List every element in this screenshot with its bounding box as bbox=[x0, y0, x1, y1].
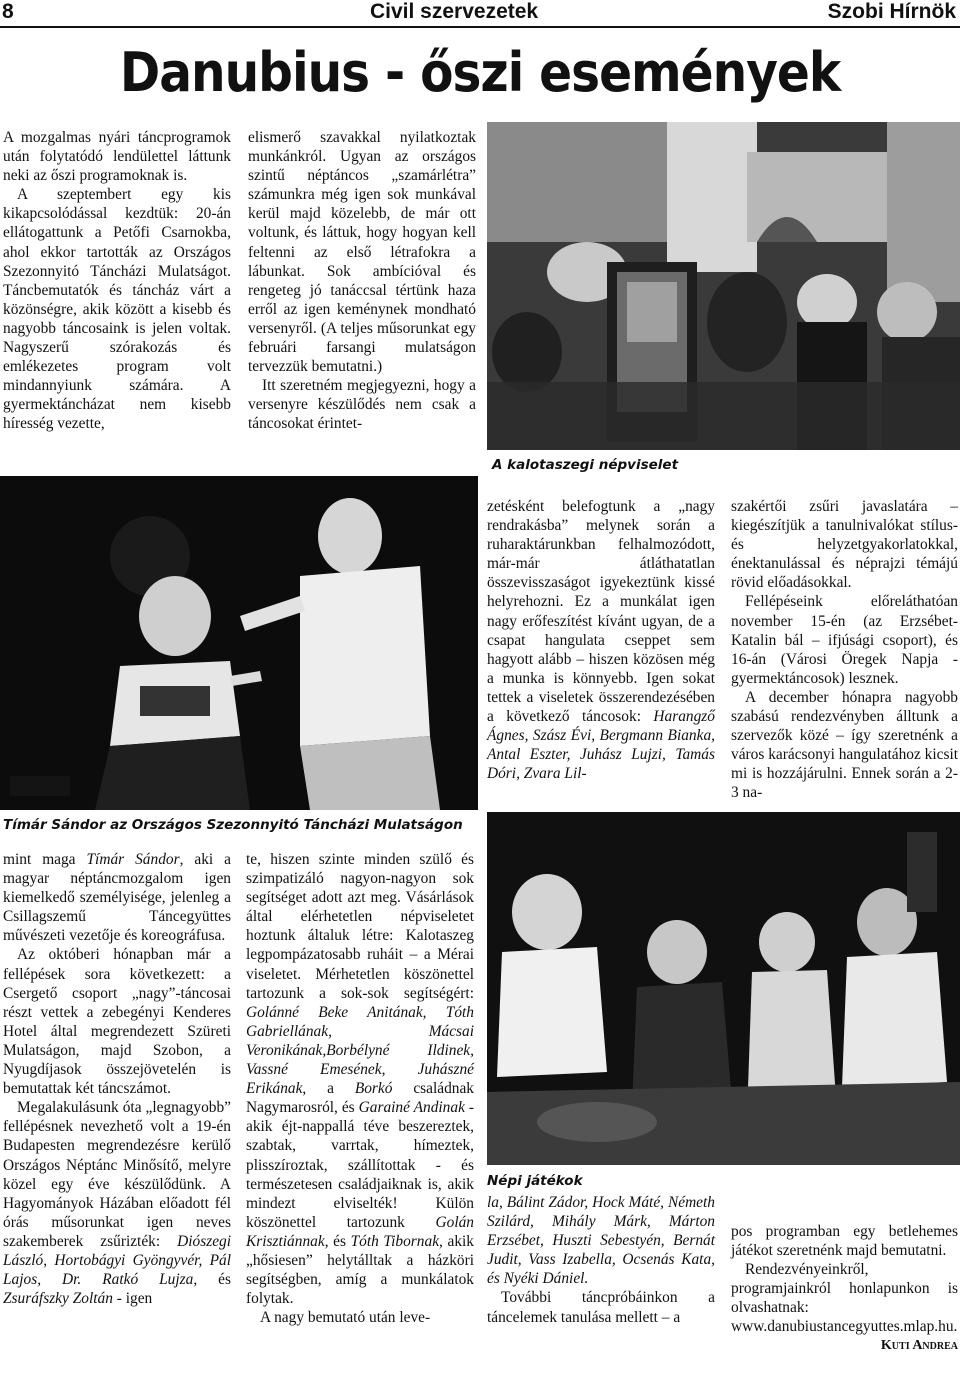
paragraph: Itt szeretném megjegyezni, hogy a versenyre készülődés nem csak a táncosokat érintet- bbox=[248, 377, 476, 433]
photo-kalotaszeg-costume bbox=[487, 122, 960, 450]
text-span: , akik „hősiesen” helytálltak a házköri segítségben, amíg a munkálatok folytak. bbox=[246, 1232, 474, 1308]
caption-photo-2: Tímár Sándor az Országos Szezonnyitó Táncházi Mulatságon bbox=[3, 817, 463, 833]
text-span: - igen bbox=[112, 1290, 153, 1308]
paragraph bbox=[487, 497, 715, 783]
text-column-3 bbox=[487, 497, 715, 783]
italic-name: Borkó bbox=[354, 1080, 393, 1098]
paragraph: A nagy bemutató után leve- bbox=[260, 1309, 431, 1327]
text-span: te, hiszen szinte minden szülő és szimpatizáló nagyon-nagyon sok segítséget adott azt meg. Vásárlások által elérhetetlen népviseletet hoztunk általuk létre: Kalotaszeg legpompázatosabb ruháit – a Mérai viseletet. Mérhetetlen köszönettel tartozunk a sok-sok segítségért: bbox=[246, 851, 474, 1002]
italic-name: Golán Krisztiánnak bbox=[246, 1213, 474, 1250]
paragraph bbox=[3, 850, 231, 945]
italic-names: Diószegi László, Hortobágyi Gyöngyvér, Pál Lajos, Dr. Ratkó Lujza, bbox=[3, 1232, 231, 1289]
italic-name: Garainé Andinak bbox=[358, 1099, 465, 1117]
paragraph: Rendezvényeinkről, programjainkról honlapunkon is olvashatnak: www.danubiustancegyuttes.mlap.hu. bbox=[731, 1261, 958, 1336]
paragraph: A december hónapra nagyobb szabású rendezvényben álltunk a szervezők közé – így szeretnénk a város karácsonyi hangulatához kicsit mi is hozzájárulni. Ennek során a 2-3 na- bbox=[731, 688, 958, 802]
paragraph: elismerő szavakkal nyilatkoztak munkánkról. Ugyan az országos szintű néptáncos „szamárlétra” számunkra még igen sok munkával kerül majd közelebb, de már ott voltunk, és láttuk, hogy hogyan kell feltenni az első létrafokra a lábunkat. Sok ambícióval és rengeteg jó tanáccsal tértünk haza erről az igen keménynek mondható versenyről. (A teljes műsorunkat egy februári farsangi mulatságon tervezzük bemutatni.) bbox=[248, 129, 476, 376]
text-column-8 bbox=[731, 1222, 958, 1355]
italic-name: Zsuráfszky Zoltán bbox=[3, 1290, 113, 1308]
photo-timar-sandor bbox=[0, 476, 478, 810]
text-column-2 bbox=[248, 128, 476, 434]
text-span: családnak Nagymarosról, és bbox=[246, 1080, 474, 1117]
paragraph: Az októberi hónapban már a fellépések sora következett: a Csergető csoport „nagy”-táncosai részt vettek a zebegényi Kenderes Hotel által megrendezett Szüreti Mulatságon, majd Szobon, a Nyugdíjasok összejövetelén is bemutattak két táncszámot. bbox=[3, 946, 231, 1098]
paragraph: szakértői zsűri javaslatára – kiegészítjük a tanulnivalókat stílus- és helyzetgyakorlatokkal, énektanulással és néprajzi témájú rövid előadásokkal. bbox=[731, 498, 958, 592]
paragraph: pos programban egy betlehemes játékot szeretnénk majd bemutatni. bbox=[731, 1223, 958, 1260]
text-span: zetésként belefogtunk a „nagy rendrakásba” melynek során a ruharaktárunkban felhalmozódott, már-már átláthatatlan összevisszaságot igyekeztünk kissé helyrehozni. Ez a munkálat igen nagy erőfeszítést kívánt ugyan, de a csapat hangulata cseppet sem hagyott alább – hiszen közösen még a munka is könnyebb. Igen sokat tettek a viseletek összerendezésében a következő táncosok: bbox=[487, 498, 715, 726]
page-header bbox=[0, 0, 960, 28]
italic-names: Golánné Beke Anitának, Tóth Gabriellának, Mácsai Veronikának,Borbélyné Ildinek, Vassné Emesének, Juhászné Erikának bbox=[246, 1003, 474, 1098]
text-span: Megalakulásunk óta „legnagyobb” fellépésnek nevezhető volt a 19-én Budapesten megrendezésre kerülő Országos Néptánc Minősítő, melyre közel egy éve készülődünk. A Hagyományok Házában előadott fél órás műsorunkat igen neves szakemberek zsűrizték: bbox=[3, 1099, 231, 1250]
page-number: 8 bbox=[2, 0, 14, 23]
paragraph bbox=[3, 1098, 231, 1308]
paragraph bbox=[246, 850, 474, 1308]
text-span: - akik éjt-nappallá téve beszereztek, szabtak, varrtak, hímeztek, plisszíroztak, szállítottak - és természetesen családjaiknak is, akik mindezt elviselték! Külön köszönettel tartozunk bbox=[246, 1099, 474, 1231]
text-span: , a bbox=[302, 1080, 355, 1098]
article-title: Danubius - őszi események bbox=[119, 41, 841, 104]
text-column-7 bbox=[487, 1193, 715, 1327]
text-column-6 bbox=[246, 850, 474, 1327]
text-column-1 bbox=[3, 128, 231, 434]
section-title: Civil szervezetek bbox=[370, 0, 539, 23]
text-span: , aki a magyar néptáncmozgalom igen kiemelkedő személyisége, jelenleg a Csillagszemű Táncegyüttes művészeti vezetője és koreográfusa. bbox=[3, 851, 231, 945]
italic-names: la, Bálint Zádor, Hock Máté, Németh Szilárd, Mihály Márk, Márton Erzsébet, Huszti Sebestyén, Bernát Judit, Vass Izabella, Ocsenás Kata, és Nyéki Dániel. bbox=[487, 1194, 715, 1288]
paragraph bbox=[487, 1193, 715, 1288]
author-signature: Kuti Andrea bbox=[880, 1337, 958, 1353]
publication-name: Szobi Hírnök bbox=[827, 0, 956, 23]
text-column-4 bbox=[731, 497, 958, 803]
italic-name: Tóth Tibornak bbox=[350, 1232, 440, 1250]
paragraph: A szeptembert egy kis kikapcsolódással kezdtük: 20-án ellátogattunk a Petőfi Csarnokba, ahol ekkor tartották az Országos Szezonnyitó Táncházi Mulatságot. Táncbemutatók és táncház várt a közönségre, akik között a kisebb és nagyobb táncosaink is jelen voltak. Nagyszerű szórakozás és emlékezetes program volt mindannyiunk számára. A gyermektáncházat nem kisebb híresség vezette, bbox=[3, 186, 231, 433]
text-column-5 bbox=[3, 850, 231, 1308]
italic-names: Harangző Ágnes, Szász Évi, Bergmann Bianka, Antal Eszter, Juhász Lujzi, Tamás Dóri, Zvara Lil- bbox=[487, 708, 715, 783]
caption-photo-3: Népi játékok bbox=[487, 1173, 583, 1189]
text-span: mint maga bbox=[3, 851, 87, 868]
paragraph: A mozgalmas nyári táncprogramok után folytatódó lendülettel láttunk neki az őszi programoknak is. bbox=[3, 129, 231, 185]
caption-photo-1: A kalotaszegi népviselet bbox=[492, 457, 679, 473]
text-span: , és bbox=[324, 1232, 351, 1250]
photo-folk-games bbox=[487, 812, 960, 1165]
paragraph: További táncpróbáinkon a táncelemek tanulása mellett – a bbox=[487, 1289, 715, 1326]
paragraph: Fellépéseink előreláthatóan november 15-én (az Erzsébet-Katalin bál – ifjúsági csoport), és 16-án (Városi Öregek Napja - gyermektáncosok) lesznek. bbox=[731, 593, 958, 687]
italic-name: Tímár Sándor bbox=[86, 851, 180, 868]
text-span: és bbox=[197, 1271, 231, 1289]
